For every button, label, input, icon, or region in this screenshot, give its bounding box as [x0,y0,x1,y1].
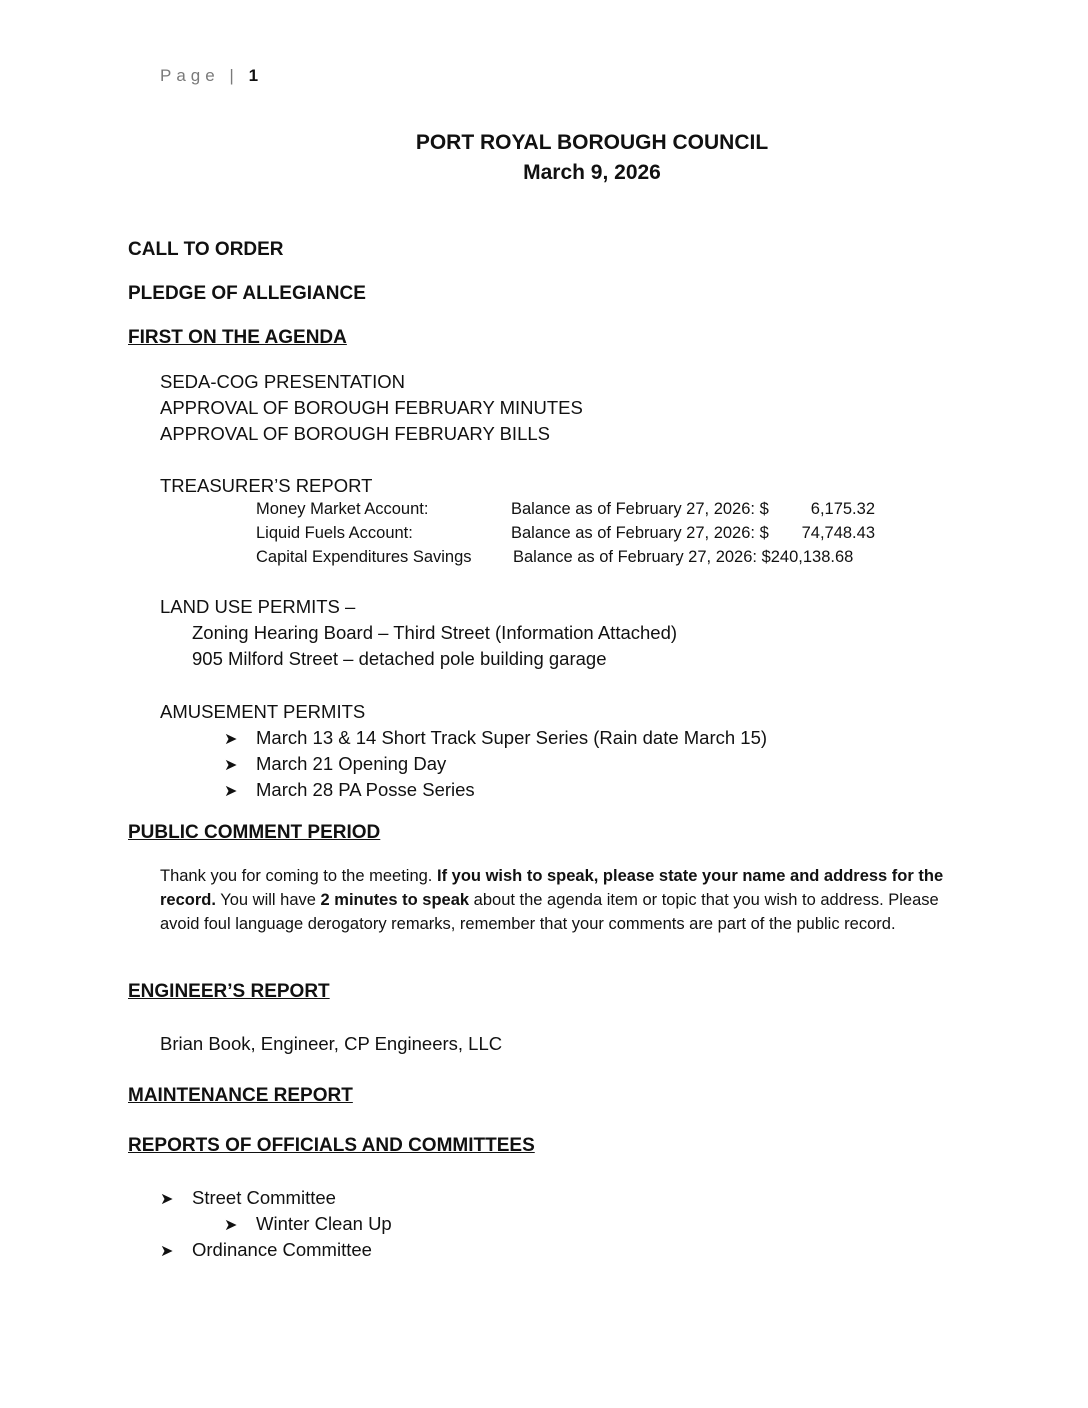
document-title: PORT ROYAL BOROUGH COUNCIL [415,131,769,154]
page-label: Page | [160,66,239,85]
page-number: 1 [248,66,259,85]
account-balance-label: Balance as of February 27, 2026: $240,138.68 [513,548,854,566]
committee-item: ➤ Street Committee [160,1187,336,1208]
agenda-item: APPROVAL OF BOROUGH FEBRUARY BILLS [160,423,550,444]
account-name: Liquid Fuels Account: [256,524,413,542]
committee-subitem: ➤ Winter Clean Up [224,1213,392,1234]
arrowhead-bullet-icon: ➤ [160,1191,174,1208]
account-balance-label: Balance as of February 27, 2026: $ [511,524,769,542]
heading-engineer-report: ENGINEER’S REPORT [128,981,330,1002]
land-use-item: 905 Milford Street – detached pole building garage [192,648,607,669]
meeting-date: March 9, 2026 [523,161,661,184]
account-name: Money Market Account: [256,500,429,518]
land-use-heading: LAND USE PERMITS – [160,596,356,617]
committee-item: ➤ Ordinance Committee [160,1239,372,1260]
arrowhead-bullet-icon: ➤ [224,783,238,800]
arrowhead-bullet-icon: ➤ [224,1217,238,1234]
treasurer-heading: TREASURER’S REPORT [160,475,373,496]
account-balance-label: Balance as of February 27, 2026: $ [511,500,769,518]
heading-public-comment: PUBLIC COMMENT PERIOD [128,822,381,843]
heading-officials-committees: REPORTS OF OFFICIALS AND COMMITTEES [128,1135,535,1156]
account-name: Capital Expenditures Savings [256,548,472,566]
heading-maintenance-report: MAINTENANCE REPORT [128,1085,353,1106]
public-comment-paragraph: Thank you for coming to the meeting. If you wish to speak, please state your name and address for the record. You will have 2 minutes to speak about the agenda item or topic that you wish to address. Please avoid foul language derogatory remarks, remember that your comments are part of the public record. [160,867,944,933]
heading-call-to-order: CALL TO ORDER [128,239,284,260]
amusement-item: ➤ March 28 PA Posse Series [224,779,475,800]
arrowhead-bullet-icon: ➤ [160,1243,174,1260]
amusement-item: ➤ March 21 Opening Day [224,753,447,774]
engineer-name: Brian Book, Engineer, CP Engineers, LLC [160,1033,503,1054]
amusement-item: ➤ March 13 & 14 Short Track Super Series (Rain date March 15) [224,727,768,748]
page-header [160,66,258,86]
land-use-item: Zoning Hearing Board – Third Street (Information Attached) [192,622,678,643]
agenda-item: SEDA-COG PRESENTATION [160,371,405,392]
amusement-heading: AMUSEMENT PERMITS [160,701,366,722]
account-amount: 74,748.43 [801,524,875,542]
account-amount: 6,175.32 [810,500,875,518]
arrowhead-bullet-icon: ➤ [224,731,238,748]
agenda-item: APPROVAL OF BOROUGH FEBRUARY MINUTES [160,397,583,418]
arrowhead-bullet-icon: ➤ [224,757,238,774]
heading-first-on-agenda: FIRST ON THE AGENDA [128,327,347,348]
heading-pledge: PLEDGE OF ALLEGIANCE [128,283,366,304]
